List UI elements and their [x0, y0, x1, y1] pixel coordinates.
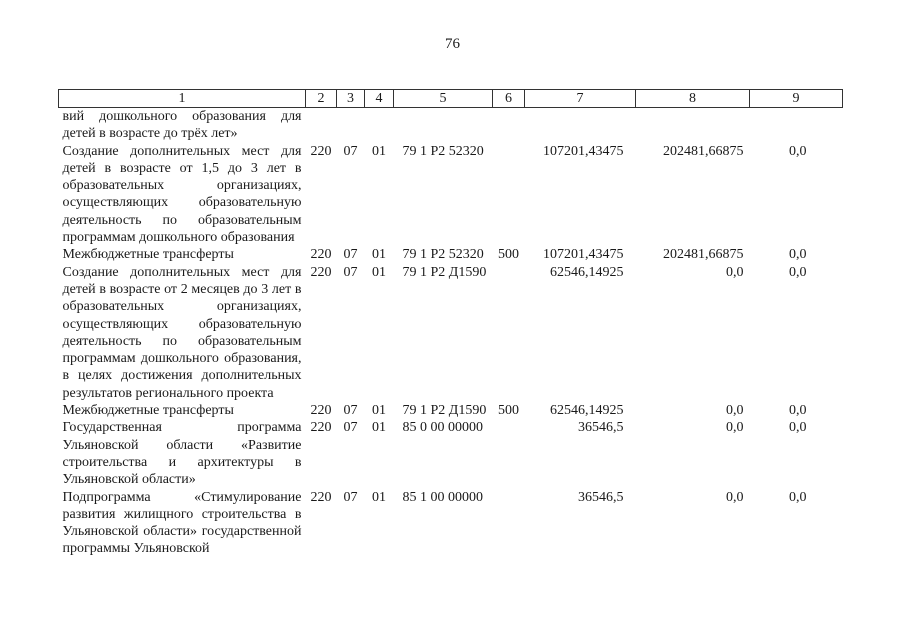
page-number: 76 [445, 36, 460, 52]
cell-pr: 01 [372, 420, 386, 436]
cell-pr: 01 [372, 143, 386, 159]
cell-csr: 79 1 P2 52320 [402, 247, 484, 263]
cell-amount-8: 0,0 [726, 489, 744, 505]
budget-table [58, 89, 843, 558]
cell-amount-7: 107201,43475 [543, 143, 624, 159]
cell-vr [493, 419, 525, 488]
table-row [59, 264, 843, 402]
cell-amount-9: 0,0 [789, 264, 807, 280]
cell-rz: 07 [343, 264, 358, 280]
cell-amount-9: 0,0 [789, 403, 807, 419]
cell-csr: 85 0 00 00000 [402, 420, 483, 436]
cell-vr: 500 [498, 247, 519, 263]
cell-rz: 07 [343, 489, 358, 505]
column-header: 8 [636, 90, 750, 108]
row-name: Межбюджетные трансферты [62, 403, 234, 419]
cell-csr: 85 1 00 00000 [402, 489, 483, 505]
cell-amount-7: 107201,43475 [543, 247, 624, 263]
cell-pr [365, 108, 394, 143]
cell-amount-9 [750, 108, 843, 143]
cell-vr: 500 [498, 403, 519, 419]
cell-gr: 220 [310, 420, 332, 436]
cell-rz: 07 [343, 403, 358, 419]
cell-pr: 01 [372, 264, 386, 280]
row-name: вий дошкольного образования для детей в возрасте до трёх лет» [62, 109, 302, 142]
table-row [59, 489, 843, 558]
cell-gr [306, 108, 337, 143]
cell-vr [493, 264, 525, 402]
row-name: Межбюджетные трансферты [62, 247, 234, 263]
column-header: 4 [365, 90, 394, 108]
cell-vr [493, 489, 525, 558]
cell-csr [394, 108, 493, 143]
column-header: 3 [337, 90, 365, 108]
cell-rz: 07 [343, 420, 358, 436]
table-header-row [59, 90, 843, 108]
cell-pr: 01 [372, 489, 386, 505]
cell-rz: 07 [343, 143, 358, 159]
cell-csr: 79 1 P2 Д1590 [402, 403, 487, 419]
cell-amount-7: 36546,5 [578, 489, 624, 505]
table-row [59, 108, 843, 143]
cell-amount-8: 202481,66875 [663, 247, 744, 263]
column-header: 2 [306, 90, 337, 108]
cell-gr: 220 [310, 264, 332, 280]
cell-csr: 79 1 P2 Д1590 [402, 264, 487, 280]
table-row [59, 402, 843, 419]
cell-rz [337, 108, 365, 143]
cell-gr: 220 [310, 403, 332, 419]
column-header: 6 [493, 90, 525, 108]
cell-pr: 01 [372, 247, 386, 263]
cell-rz: 07 [343, 247, 358, 263]
column-header: 1 [59, 90, 306, 108]
cell-amount-8 [636, 108, 750, 143]
row-name: Подпрограмма «Стимулирование развития жилищного строительства в Ульяновской области» государственной программы Ульяновской [62, 489, 302, 557]
cell-csr: 79 1 P2 52320 [402, 143, 484, 159]
cell-amount-8: 0,0 [726, 403, 744, 419]
row-name: Государственная программа Ульяновской области «Развитие строительства и архитектуры в Ульяновской области» [62, 420, 302, 488]
cell-vr [493, 108, 525, 143]
row-name: Создание дополнительных мест для детей в возрасте от 1,5 до 3 лет в образовательных организациях, осуществляющих образовательную деятельность по образовательным программам дошкольного образования [62, 143, 302, 246]
cell-amount-8: 0,0 [726, 420, 744, 436]
column-header: 9 [750, 90, 843, 108]
column-header: 7 [525, 90, 636, 108]
column-header: 5 [394, 90, 493, 108]
cell-amount-9: 0,0 [789, 489, 807, 505]
table-row [59, 246, 843, 263]
row-name: Создание дополнительных мест для детей в возрасте от 2 месяцев до 3 лет в образовательных организациях, осуществляющих образовательную деятельность по образовательным программам дошкольного образования, в целях достижения дополнительных результатов регионального проекта [62, 264, 302, 401]
cell-amount-7: 62546,14925 [550, 264, 624, 280]
cell-amount-7: 36546,5 [578, 420, 624, 436]
cell-pr: 01 [372, 403, 386, 419]
cell-vr [493, 143, 525, 247]
cell-amount-9: 0,0 [789, 247, 807, 263]
cell-amount-8: 0,0 [726, 264, 744, 280]
cell-gr: 220 [310, 143, 332, 159]
table-row [59, 419, 843, 488]
cell-amount-8: 202481,66875 [663, 143, 744, 159]
cell-gr: 220 [310, 247, 332, 263]
cell-gr: 220 [310, 489, 332, 505]
cell-amount-9: 0,0 [789, 420, 807, 436]
cell-amount-9: 0,0 [789, 143, 807, 159]
cell-amount-7 [525, 108, 636, 143]
table-row [59, 143, 843, 247]
cell-amount-7: 62546,14925 [550, 403, 624, 419]
